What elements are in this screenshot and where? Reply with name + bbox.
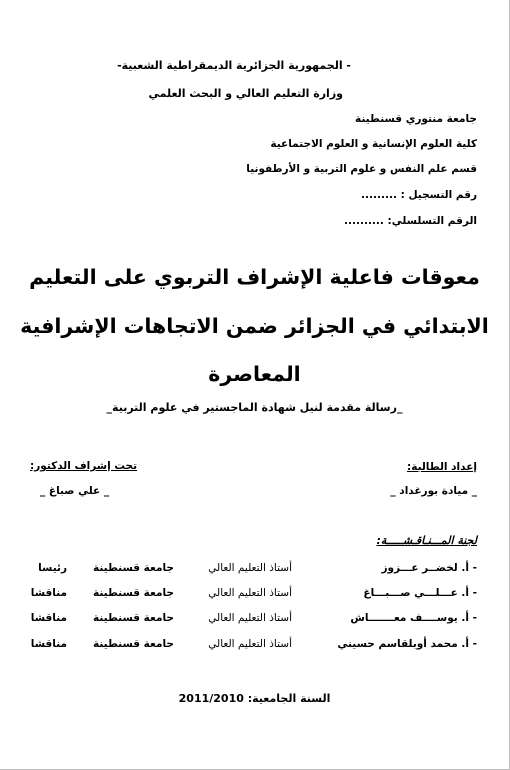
student-name: _ ميادة بورغداد _	[390, 485, 477, 497]
thesis-subtitle: _رسالة مقدمة لنيل شهادة الماجستير في علوم التربية_	[106, 401, 403, 414]
committee-label: لجنة المـــنـاقـشـــــة:	[376, 534, 477, 547]
thesis-title-line-2: الابتدائي في الجزائر ضمن الاتجاهات الإشرافية	[20, 314, 489, 338]
ministry-heading: وزارة التعليم العالي و البحث العلمي	[148, 87, 343, 100]
member-rank: أستاذ التعليم العالي	[208, 638, 292, 650]
thesis-title-line-3: المعاصرة	[208, 362, 301, 386]
committee-row	[30, 612, 477, 628]
academic-year: السنة الجامعية: 2011/2010	[178, 692, 331, 705]
member-name: - أ. محمد أوبلقاسم حسيني	[337, 638, 477, 650]
member-name: - أ. لخضــر عـــزوز	[381, 562, 477, 574]
member-university: حامعة قسنطينة	[93, 638, 174, 650]
member-role: رئيسا	[38, 562, 67, 574]
member-name: - أ. يوســــف معـــــــاش	[350, 612, 477, 624]
prepared-by-label: إعداد الطالبة:	[407, 461, 477, 473]
member-role: مناقشا	[30, 612, 67, 624]
serial-number: الرقم التسلسلي: ..........	[344, 215, 477, 227]
supervisor-name: _ علي صباغ _	[40, 485, 110, 497]
member-university: حامعة قسنطينة	[93, 612, 174, 624]
committee-row	[30, 562, 477, 578]
committee-row	[30, 587, 477, 603]
member-name: - أ. عـــلـــي صـــبـــاغ	[363, 587, 477, 599]
member-university: جامعة قسنطينة	[93, 562, 174, 574]
committee-row	[30, 638, 477, 654]
university-name: جامعة منتوري قسنطينة	[355, 113, 477, 125]
registration-number: رقم التسجيل : .........	[361, 189, 477, 201]
thesis-title-line-1: معوقات فاعلية الإشراف التربوي على التعليم	[29, 265, 480, 289]
member-university: جامعة قسنطينة	[93, 587, 174, 599]
supervisor-label: تحت إشراف الدكتور:	[30, 460, 138, 472]
republic-heading: - الجمهورية الجزائرية الديمقراطية الشعبية-	[117, 59, 351, 72]
member-role: مناقشا	[30, 638, 67, 650]
department-name: قسم علم النفس و علوم التربية و الأرطفونيا	[246, 163, 477, 175]
member-rank: أستاذ التعليم العالي	[208, 587, 292, 599]
member-role: مناقشا	[30, 587, 67, 599]
member-rank: أستاذ التعليم العالي	[208, 562, 292, 574]
member-rank: أستاذ التعليم العالي	[208, 612, 292, 624]
faculty-name: كلية العلوم الإنسانية و العلوم الاجتماعية	[270, 138, 477, 150]
